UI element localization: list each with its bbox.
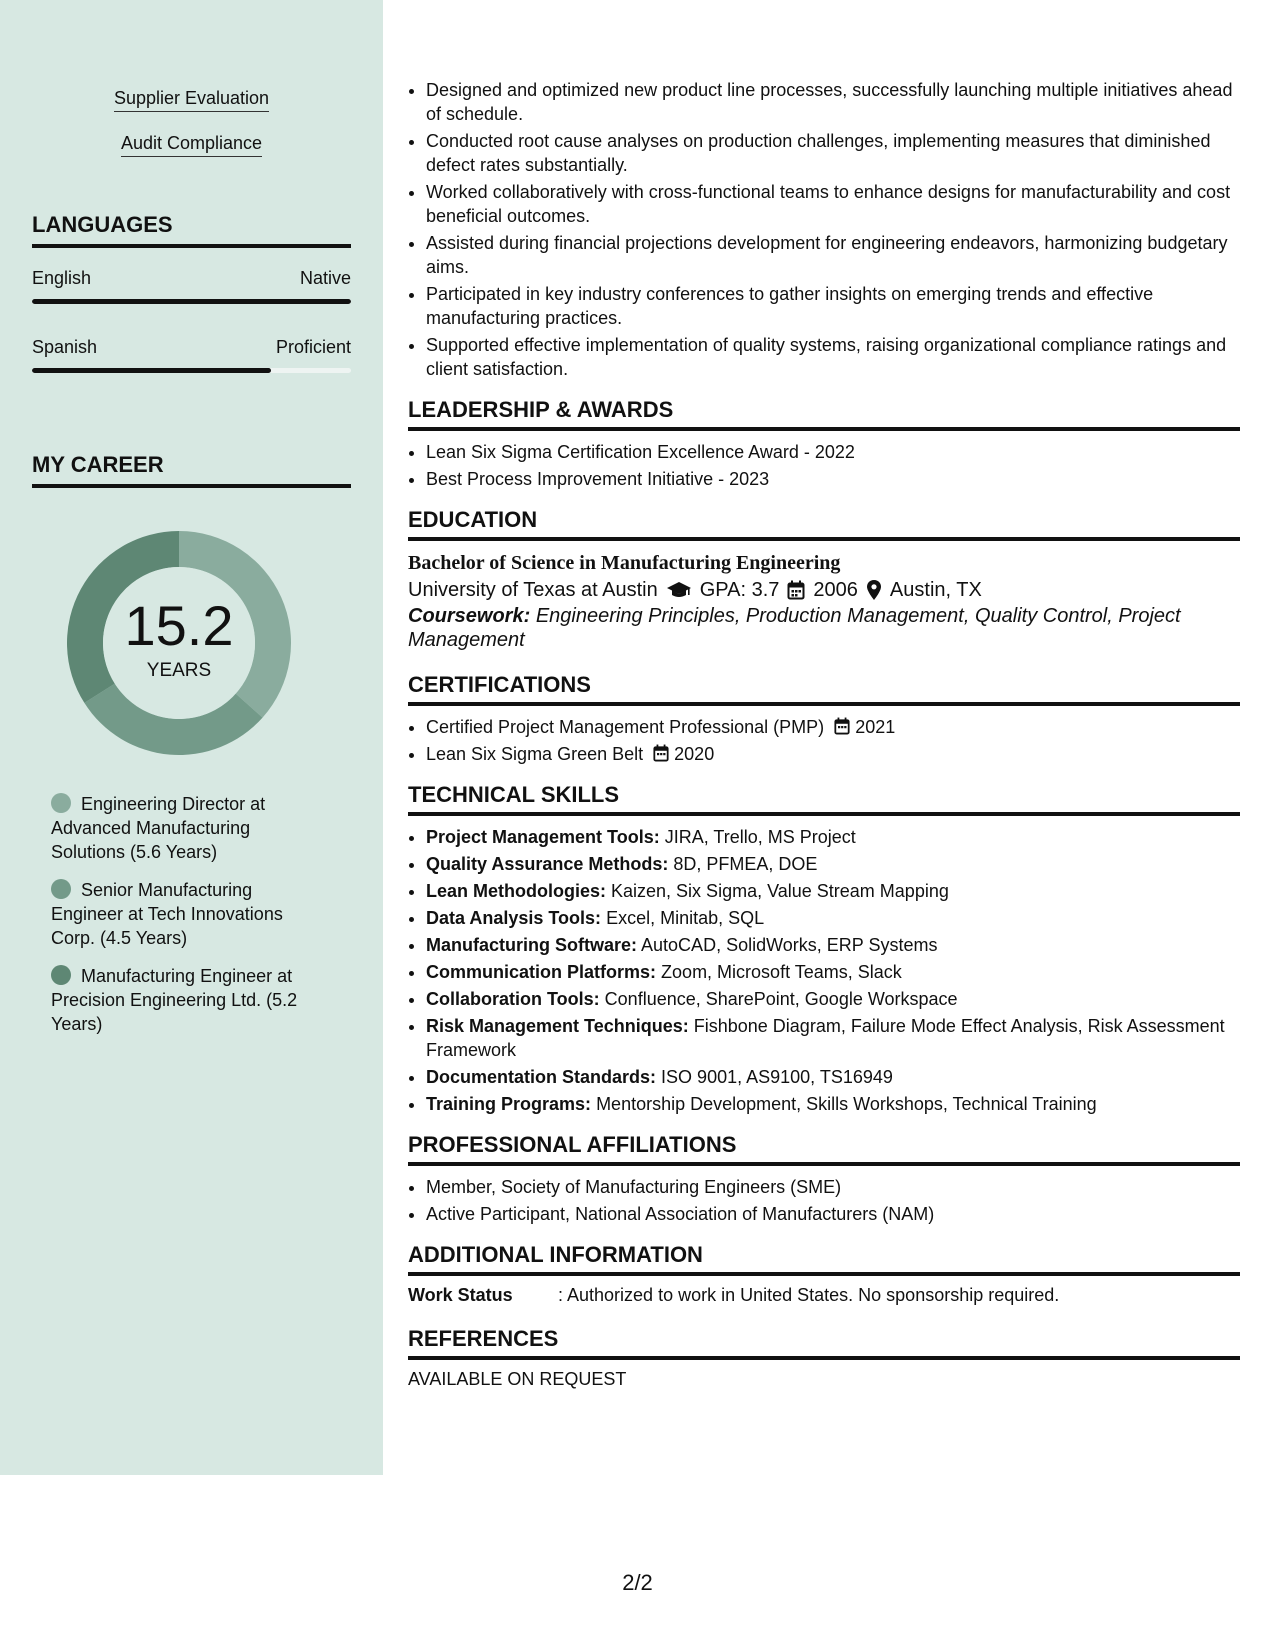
school-name: University of Texas at Austin [408, 579, 658, 601]
language-bar [32, 299, 351, 304]
career-item: Senior Manufacturing Engineer at Tech Innovations Corp. (4.5 Years) [51, 880, 283, 948]
career-dot [51, 793, 71, 813]
language-row [32, 337, 351, 358]
certifications-section [408, 672, 1240, 766]
calendar-icon [787, 580, 805, 600]
section-heading: EDUCATION [408, 507, 1240, 541]
career-dot [51, 879, 71, 899]
affiliations-section [408, 1132, 1240, 1226]
skill-item: Supplier Evaluation [0, 88, 383, 112]
additional-info-section [408, 1242, 1240, 1306]
skill-item: Audit Compliance [0, 133, 383, 157]
list-item: • Supported effective implementation of quality systems, raising organizational compliance ratings and client satisfaction. [426, 333, 1240, 381]
section-heading: PROFESSIONAL AFFILIATIONS [408, 1132, 1240, 1166]
list-item: • Member, Society of Manufacturing Engineers (SME) [426, 1175, 1240, 1199]
list-item: • Data Analysis Tools: Excel, Minitab, SQL [426, 906, 1240, 930]
career-donut [66, 530, 292, 756]
work-status [408, 1285, 1240, 1306]
language-row [32, 268, 351, 289]
list-item: • Risk Management Techniques: Fishbone Diagram, Failure Mode Effect Analysis, Risk Assessment Framework [426, 1014, 1240, 1062]
languages-heading: LANGUAGES [32, 212, 351, 248]
work-status-label: Work Status [408, 1285, 513, 1305]
coursework: Coursework: Engineering Principles, Production Management, Quality Control, Project Management [408, 605, 1181, 651]
list-item: • Manufacturing Software: AutoCAD, SolidWorks, ERP Systems [426, 933, 1240, 957]
list-item: • Quality Assurance Methods: 8D, PFMEA, DOE [426, 852, 1240, 876]
language-name: English [32, 268, 92, 288]
education-section [408, 507, 1240, 652]
references-text: AVAILABLE ON REQUEST [408, 1369, 627, 1389]
list-item: • Participated in key industry conferences to gather insights on emerging trends and effective manufacturing practices. [426, 282, 1240, 330]
career-item: Engineering Director at Advanced Manufacturing Solutions (5.6 Years) [51, 794, 266, 862]
list-item: • Conducted root cause analyses on production challenges, implementing measures that diminished defect rates substantially. [426, 129, 1240, 177]
list-item: • Collaboration Tools: Confluence, SharePoint, Google Workspace [426, 987, 1240, 1011]
career-unit: YEARS [146, 660, 212, 681]
graduation-year: 2006 [813, 579, 858, 601]
career-dot [51, 965, 71, 985]
main-content [408, 78, 1240, 1390]
career-heading: MY CAREER [32, 452, 351, 488]
list-item: • Project Management Tools: JIRA, Trello, MS Project [426, 825, 1240, 849]
degree-title: Bachelor of Science in Manufacturing Engineering [408, 552, 841, 574]
list-item: • Communication Platforms: Zoom, Microsoft Teams, Slack [426, 960, 1240, 984]
list-item: • Best Process Improvement Initiative - 2023 [426, 467, 1240, 491]
calendar-icon [653, 744, 669, 762]
language-level: Proficient [275, 337, 351, 357]
education-details [408, 576, 1240, 604]
career-item: Manufacturing Engineer at Precision Engineering Ltd. (5.2 Years) [51, 966, 298, 1034]
language-level: Native [299, 268, 351, 288]
section-heading: REFERENCES [408, 1326, 1240, 1360]
list-item: • Documentation Standards: ISO 9001, AS9100, TS16949 [426, 1065, 1240, 1089]
section-heading: CERTIFICATIONS [408, 672, 1240, 706]
language-bar-fill [32, 299, 351, 304]
language-bar [32, 368, 351, 373]
language-bar-fill [32, 368, 271, 373]
experience-bullets [408, 78, 1240, 381]
list-item: • Worked collaboratively with cross-functional teams to enhance designs for manufacturability and cost beneficial outcomes. [426, 180, 1240, 228]
work-status-value: : Authorized to work in United States. No sponsorship required. [558, 1285, 1060, 1305]
references-section [408, 1326, 1240, 1390]
section-heading: LEADERSHIP & AWARDS [408, 397, 1240, 431]
list-item: • Lean Six Sigma Certification Excellence Award - 2022 [426, 440, 1240, 464]
list-item: • Assisted during financial projections development for engineering endeavors, harmonizing budgetary aims. [426, 231, 1240, 279]
page-number: 2/2 [622, 1570, 653, 1595]
list-item: • Designed and optimized new product line processes, successfully launching multiple initiatives ahead of schedule. [426, 78, 1240, 126]
section-heading: TECHNICAL SKILLS [408, 782, 1240, 816]
list-item: • Active Participant, National Association of Manufacturers (NAM) [426, 1202, 1240, 1226]
list-item: • Lean Methodologies: Kaizen, Six Sigma, Value Stream Mapping [426, 879, 1240, 903]
sidebar [0, 0, 383, 1475]
leadership-section [408, 397, 1240, 491]
technical-skills-section [408, 782, 1240, 1116]
graduation-cap-icon [666, 580, 692, 600]
list-item: • Certified Project Management Professional (PMP) 2021 [426, 715, 1240, 739]
section-heading: ADDITIONAL INFORMATION [408, 1242, 1240, 1276]
list-item: • Lean Six Sigma Green Belt 2020 [426, 742, 1240, 766]
list-item: • Training Programs: Mentorship Development, Skills Workshops, Technical Training [426, 1092, 1240, 1116]
map-pin-icon [866, 579, 882, 601]
location: Austin, TX [889, 579, 982, 601]
calendar-icon [834, 717, 850, 735]
career-total: 15.2 [124, 594, 234, 657]
gpa: GPA: 3.7 [699, 579, 780, 601]
language-name: Spanish [32, 337, 98, 357]
